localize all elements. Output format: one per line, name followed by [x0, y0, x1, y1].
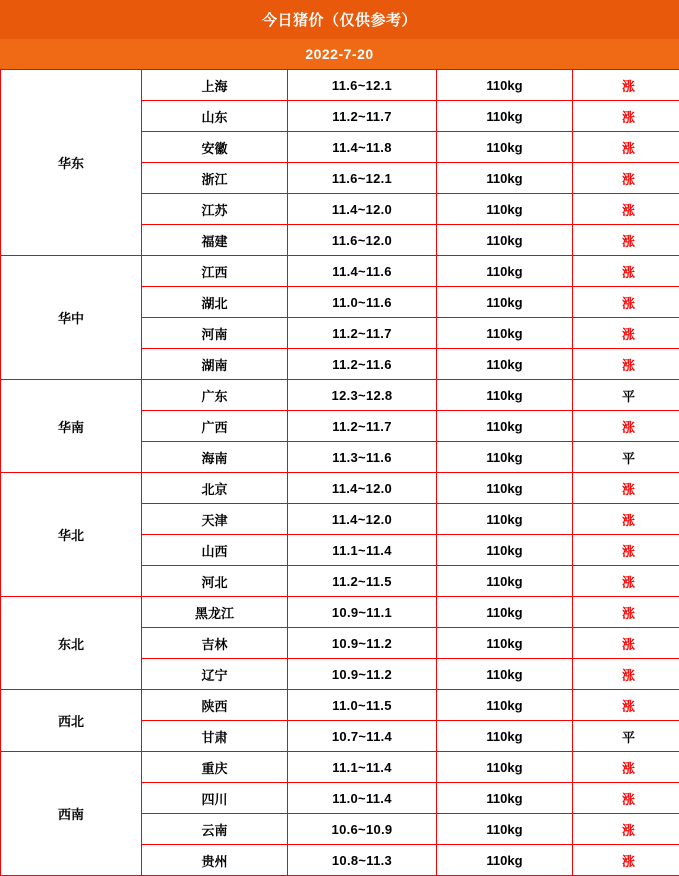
price-cell: 11.6~12.0 — [288, 225, 437, 256]
trend-cell: 涨 — [573, 566, 679, 597]
trend-cell: 涨 — [573, 473, 679, 504]
trend-cell: 涨 — [573, 597, 679, 628]
price-cell: 10.6~10.9 — [288, 814, 437, 845]
price-cell: 11.2~11.7 — [288, 101, 437, 132]
price-table-body — [1, 70, 679, 876]
province-cell: 江苏 — [142, 194, 288, 225]
province-cell: 湖北 — [142, 287, 288, 318]
province-cell: 辽宁 — [142, 659, 288, 690]
province-cell: 安徽 — [142, 132, 288, 163]
weight-cell: 110kg — [437, 132, 573, 163]
trend-cell: 平 — [573, 442, 679, 473]
trend-cell: 涨 — [573, 225, 679, 256]
weight-cell: 110kg — [437, 318, 573, 349]
table-row — [1, 473, 679, 504]
trend-cell: 涨 — [573, 845, 679, 876]
trend-cell: 涨 — [573, 752, 679, 783]
province-cell: 福建 — [142, 225, 288, 256]
weight-cell: 110kg — [437, 256, 573, 287]
region-cell: 西北 — [1, 690, 142, 752]
trend-cell: 涨 — [573, 318, 679, 349]
table-row — [1, 690, 679, 721]
province-cell: 甘肃 — [142, 721, 288, 752]
price-cell: 11.2~11.7 — [288, 318, 437, 349]
price-table — [0, 69, 679, 876]
table-row — [1, 256, 679, 287]
trend-cell: 涨 — [573, 504, 679, 535]
province-cell: 吉林 — [142, 628, 288, 659]
price-cell: 11.4~11.8 — [288, 132, 437, 163]
table-row — [1, 752, 679, 783]
price-cell: 11.6~12.1 — [288, 163, 437, 194]
trend-cell: 涨 — [573, 101, 679, 132]
weight-cell: 110kg — [437, 845, 573, 876]
trend-cell: 涨 — [573, 690, 679, 721]
weight-cell: 110kg — [437, 473, 573, 504]
province-cell: 陕西 — [142, 690, 288, 721]
province-cell: 重庆 — [142, 752, 288, 783]
weight-cell: 110kg — [437, 225, 573, 256]
weight-cell: 110kg — [437, 566, 573, 597]
province-cell: 广东 — [142, 380, 288, 411]
price-cell: 10.7~11.4 — [288, 721, 437, 752]
province-cell: 黑龙江 — [142, 597, 288, 628]
table-row — [1, 380, 679, 411]
province-cell: 山东 — [142, 101, 288, 132]
weight-cell: 110kg — [437, 349, 573, 380]
trend-cell: 平 — [573, 721, 679, 752]
weight-cell: 110kg — [437, 690, 573, 721]
trend-cell: 涨 — [573, 814, 679, 845]
price-cell: 11.2~11.6 — [288, 349, 437, 380]
table-row — [1, 597, 679, 628]
weight-cell: 110kg — [437, 783, 573, 814]
trend-cell: 涨 — [573, 132, 679, 163]
trend-cell: 涨 — [573, 411, 679, 442]
weight-cell: 110kg — [437, 163, 573, 194]
price-cell: 11.6~12.1 — [288, 70, 437, 101]
province-cell: 浙江 — [142, 163, 288, 194]
price-cell: 11.4~11.6 — [288, 256, 437, 287]
weight-cell: 110kg — [437, 411, 573, 442]
price-cell: 11.0~11.6 — [288, 287, 437, 318]
weight-cell: 110kg — [437, 101, 573, 132]
province-cell: 贵州 — [142, 845, 288, 876]
province-cell: 河北 — [142, 566, 288, 597]
price-cell: 11.2~11.5 — [288, 566, 437, 597]
trend-cell: 涨 — [573, 349, 679, 380]
weight-cell: 110kg — [437, 659, 573, 690]
price-cell: 10.9~11.2 — [288, 659, 437, 690]
region-cell: 华北 — [1, 473, 142, 597]
province-cell: 河南 — [142, 318, 288, 349]
weight-cell: 110kg — [437, 597, 573, 628]
price-cell: 11.4~12.0 — [288, 194, 437, 225]
price-cell: 11.0~11.5 — [288, 690, 437, 721]
region-cell: 华南 — [1, 380, 142, 473]
trend-cell: 涨 — [573, 70, 679, 101]
page-title: 今日猪价（仅供参考） — [0, 0, 679, 39]
table-row — [1, 70, 679, 101]
trend-cell: 涨 — [573, 194, 679, 225]
trend-cell: 涨 — [573, 287, 679, 318]
price-cell: 10.9~11.2 — [288, 628, 437, 659]
weight-cell: 110kg — [437, 70, 573, 101]
price-cell: 12.3~12.8 — [288, 380, 437, 411]
weight-cell: 110kg — [437, 380, 573, 411]
price-cell: 10.8~11.3 — [288, 845, 437, 876]
province-cell: 上海 — [142, 70, 288, 101]
date-label: 2022-7-20 — [0, 39, 679, 69]
price-cell: 11.3~11.6 — [288, 442, 437, 473]
weight-cell: 110kg — [437, 535, 573, 566]
province-cell: 四川 — [142, 783, 288, 814]
trend-cell: 涨 — [573, 659, 679, 690]
price-cell: 10.9~11.1 — [288, 597, 437, 628]
province-cell: 山西 — [142, 535, 288, 566]
price-cell: 11.1~11.4 — [288, 535, 437, 566]
province-cell: 湖南 — [142, 349, 288, 380]
price-cell: 11.4~12.0 — [288, 504, 437, 535]
region-cell: 西南 — [1, 752, 142, 876]
weight-cell: 110kg — [437, 194, 573, 225]
province-cell: 北京 — [142, 473, 288, 504]
province-cell: 广西 — [142, 411, 288, 442]
trend-cell: 涨 — [573, 628, 679, 659]
weight-cell: 110kg — [437, 628, 573, 659]
weight-cell: 110kg — [437, 504, 573, 535]
province-cell: 江西 — [142, 256, 288, 287]
weight-cell: 110kg — [437, 752, 573, 783]
weight-cell: 110kg — [437, 442, 573, 473]
price-cell: 11.4~12.0 — [288, 473, 437, 504]
weight-cell: 110kg — [437, 287, 573, 318]
price-cell: 11.1~11.4 — [288, 752, 437, 783]
region-cell: 华中 — [1, 256, 142, 380]
trend-cell: 涨 — [573, 535, 679, 566]
province-cell: 云南 — [142, 814, 288, 845]
price-cell: 11.2~11.7 — [288, 411, 437, 442]
weight-cell: 110kg — [437, 721, 573, 752]
price-cell: 11.0~11.4 — [288, 783, 437, 814]
province-cell: 海南 — [142, 442, 288, 473]
region-cell: 东北 — [1, 597, 142, 690]
trend-cell: 平 — [573, 380, 679, 411]
province-cell: 天津 — [142, 504, 288, 535]
trend-cell: 涨 — [573, 163, 679, 194]
region-cell: 华东 — [1, 70, 142, 256]
trend-cell: 涨 — [573, 256, 679, 287]
weight-cell: 110kg — [437, 814, 573, 845]
trend-cell: 涨 — [573, 783, 679, 814]
